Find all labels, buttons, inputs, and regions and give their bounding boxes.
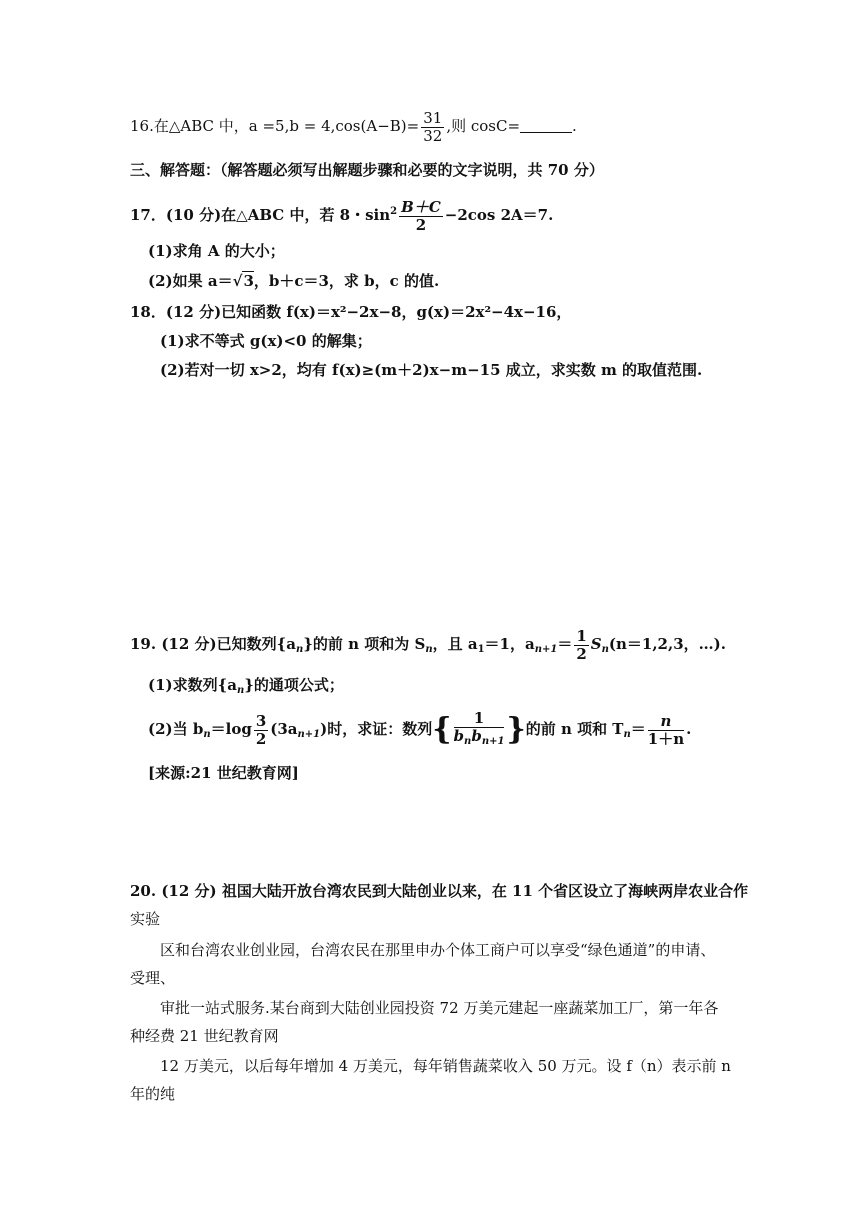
q19-seq-den [454, 728, 505, 750]
q17-suffix: −2cos 2A＝7. [444, 206, 554, 224]
section-title: 三、解答题：（解答题必须写出解题步骤和必要的文字说明，共 70 分） [130, 161, 604, 179]
q19-sub: n+1 [481, 736, 505, 747]
q19-sub: n [464, 736, 472, 747]
q19-log-num: 3 [255, 711, 267, 730]
q19-half-fraction [574, 628, 588, 663]
q19-half-den: 2 [576, 644, 587, 663]
q19-mid5: S [590, 635, 602, 653]
q19-seq-fraction [454, 710, 505, 750]
q17-sup: 2 [390, 206, 398, 217]
q19-part2 [148, 704, 691, 760]
q19-mid3: ＝1，a [484, 635, 535, 653]
q19-sub: n+1 [534, 644, 558, 655]
q19-sub: n [237, 685, 245, 696]
q20-line7: 12 万美元，以后每年增加 4 万美元，每年销售蔬菜收入 50 万元。设 f（n）表示前 n [160, 1057, 731, 1075]
q17-stem [130, 192, 553, 235]
q20-line1 [130, 881, 748, 901]
q16-fraction [421, 110, 444, 145]
q19-sub: n+1 [297, 729, 321, 740]
q19-t-fraction [648, 713, 684, 748]
q19-sub: n [623, 729, 631, 740]
q18-part1: (1)求不等式 g(x)<0 的解集； [160, 332, 372, 350]
q19-seq-den-b: b [471, 727, 482, 745]
q18-stem: 18．(12 分)已知函数 f(x)＝x²−2x−8，g(x)＝2x²−4x−16， [130, 303, 572, 321]
q19-stem [130, 624, 726, 670]
q20-line8: 年的纯 [130, 1085, 176, 1103]
q19-p2-end: . [686, 720, 692, 738]
q19-sub: n [203, 729, 211, 740]
q19-seq-num: 1 [454, 710, 505, 728]
q19-p2-arg: (3a [270, 720, 298, 738]
q18-part2: (2)若对一切 x>2，均有 f(x)≥(m＋2)x−m−15 成立，求实数 m 的取值范围. [160, 361, 703, 379]
q19-mid1: }的前 n 项和为 S [303, 635, 426, 653]
q19-t-den: 1＋n [647, 729, 685, 748]
q17-part1: (1)求角 A 的大小； [148, 242, 285, 260]
q19-p2-mid: 的前 n 项和 T [525, 720, 624, 738]
q19-part1 [148, 675, 344, 701]
q19-prefix: 19. (12 分)已知数列{a [130, 635, 296, 653]
q19-mid2: ，且 a [432, 635, 478, 653]
q19-p2-log: ＝log [210, 720, 252, 738]
q19-sub: n [295, 644, 304, 655]
q17-part2: (2)如果 a＝√3，b＋c＝3，求 b，c 的值. [148, 272, 440, 290]
q16-prefix: 16.在△ABC 中，a =5,b = 4,cos(A−B)= [130, 117, 420, 135]
q19-sub: n [425, 644, 433, 655]
q16-line [130, 106, 577, 146]
q17-prefix: 17．(10 分)在△ABC 中，若 8・sin [130, 206, 391, 224]
q17-p2-suffix: ，b＋c＝3，求 b，c 的值. [253, 272, 440, 290]
q19-log-base [254, 713, 268, 748]
q19-p2-prefix: (2)当 b [148, 720, 204, 738]
q19-suffix: (n＝1,2,3，…). [608, 635, 726, 653]
q19-t-num: n [648, 713, 684, 731]
q16-end: . [572, 117, 577, 135]
q17-frac-num: B＋C [401, 197, 441, 216]
q17-sqrt: 3 [243, 272, 254, 290]
q20-line6: 种经费 21 世纪教育网 [130, 1027, 279, 1045]
q16-suffix: ,则 cosC= [446, 117, 521, 135]
q17-fraction [399, 199, 443, 234]
q19-sub: n [601, 644, 609, 655]
q20-line1-text: 20. (12 分) 祖国大陆开放台湾农民到大陆创业以来，在 11 个省区设立了海峡两岸农业合作 [130, 882, 749, 900]
q20-line3: 区和台湾农业创业园，台湾农民在那里申办个体工商户可以享受“绿色通道”的申请、 [160, 941, 716, 959]
q20-line2: 实验 [130, 910, 161, 928]
q19-half-num: 1 [576, 626, 587, 645]
q19-sub: 1 [477, 644, 485, 655]
q19-log-den: 2 [255, 729, 267, 748]
q17-p2-prefix: (2)如果 a＝ [148, 272, 233, 290]
q19-p1-end: }的通项公式； [244, 676, 344, 694]
q17-frac-den: 2 [415, 215, 427, 234]
q20-line4: 受理、 [130, 969, 176, 987]
q19-seq-den-b: b [453, 727, 465, 745]
q19-source: [来源:21 世纪教育网] [148, 764, 299, 782]
answer-blank [520, 118, 572, 133]
right-brace: } [506, 712, 526, 747]
q19-p2-eq: ＝ [630, 720, 646, 738]
q16-frac-den: 32 [423, 126, 443, 145]
left-brace: { [432, 712, 452, 747]
q19-p1: (1)求数列{a [148, 676, 237, 694]
q19-p2-arg-end: )时，求证：数列 [320, 720, 433, 738]
q19-mid4: ＝ [557, 635, 573, 653]
q20-line5: 审批一站式服务.某台商到大陆创业园投资 72 万美元建起一座蔬菜加工厂，第一年各 [160, 999, 719, 1017]
q16-frac-num: 31 [423, 108, 443, 127]
